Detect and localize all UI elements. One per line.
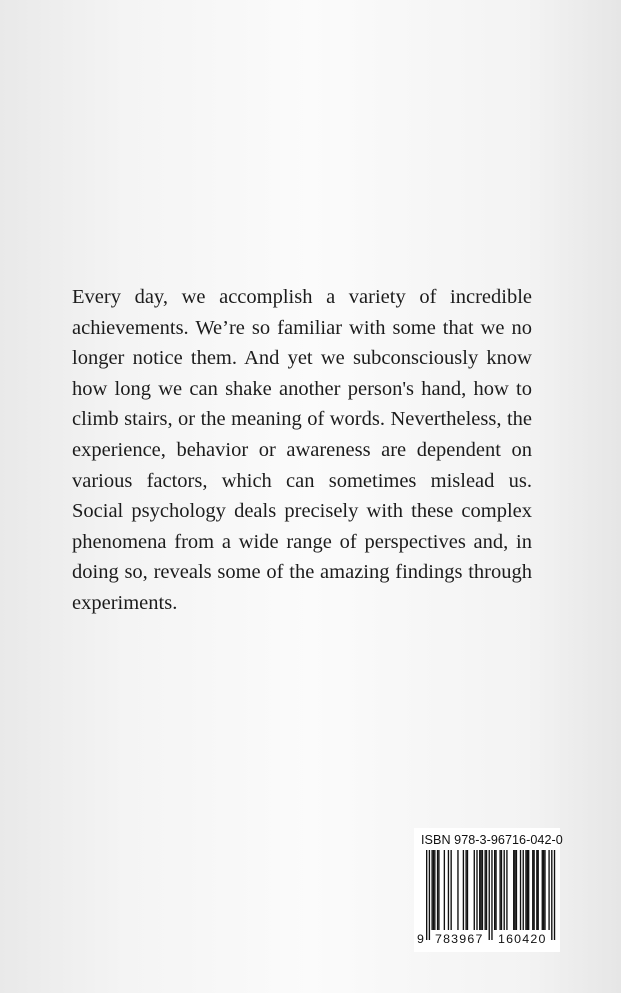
barcode-bar [463, 850, 464, 930]
barcode-bar [527, 850, 528, 930]
barcode-bar [489, 850, 490, 940]
barcode-bar [544, 850, 545, 930]
barcode-bar [434, 850, 435, 930]
barcode-bar [542, 850, 543, 930]
barcode-bar [494, 850, 495, 930]
barcode-bar [495, 850, 496, 930]
barcode-bar [548, 850, 549, 930]
barcode-bar [467, 850, 468, 930]
isbn-label: ISBN 978-3-96716-042-0 [421, 833, 563, 847]
isbn-barcode [414, 828, 563, 952]
barcode-bar [499, 850, 500, 930]
barcode-bar [514, 850, 515, 930]
barcode-bar [426, 850, 427, 940]
barcode-bar [480, 850, 481, 930]
barcode-bar [551, 850, 552, 940]
barcode-bar [516, 850, 517, 930]
barcode-right-digits: 160420 [498, 932, 547, 946]
barcode-bar [533, 850, 534, 930]
barcode-bar [429, 850, 430, 940]
barcode-bar [538, 850, 539, 930]
barcode-bar [543, 850, 544, 930]
barcode-bar [554, 850, 555, 940]
barcode-bar [486, 850, 487, 930]
barcode-bar [525, 850, 526, 930]
barcode-bar [444, 850, 445, 930]
barcode-bar [484, 850, 485, 930]
barcode-bar [504, 850, 505, 930]
barcode-bar [536, 850, 537, 930]
barcode-bar [491, 850, 492, 940]
barcode-bar [501, 850, 502, 930]
barcode-bar [482, 850, 483, 930]
barcode-bar [520, 850, 521, 930]
barcode-bar [523, 850, 524, 930]
barcode-bar [433, 850, 434, 930]
barcode-bar [513, 850, 514, 930]
barcode-left-digits: 783967 [435, 932, 484, 946]
blurb-text: Every day, we accomplish a variety of incredible achievements. We’re so familiar with some that we no longer notice them. And yet we subconsciously know how long we can shake another person's hand, how to climb stairs, or the meaning of words. Nevertheless, the experience, behavior or awareness are dependent on various factors, which can sometimes mislead us. Social psychology deals precisely with these complex phenomena from a wide range of perspectives and, in doing so, reveals some of the amazing findings through experiments. [72, 286, 532, 614]
barcode-bar [448, 850, 449, 930]
barcode-bar [431, 850, 432, 930]
barcode-bar [528, 850, 529, 930]
barcode-bar [437, 850, 438, 930]
barcode-bar [476, 850, 477, 930]
barcode-bar [474, 850, 475, 930]
barcode-bar [506, 850, 507, 930]
barcode-bar [457, 850, 458, 930]
barcode-bar [532, 850, 533, 930]
barcode-first-digit: 9 [417, 932, 426, 946]
barcode-bar [479, 850, 480, 930]
barcode-bar [465, 850, 466, 930]
barcode-bar [438, 850, 439, 930]
barcode-bar [450, 850, 451, 930]
